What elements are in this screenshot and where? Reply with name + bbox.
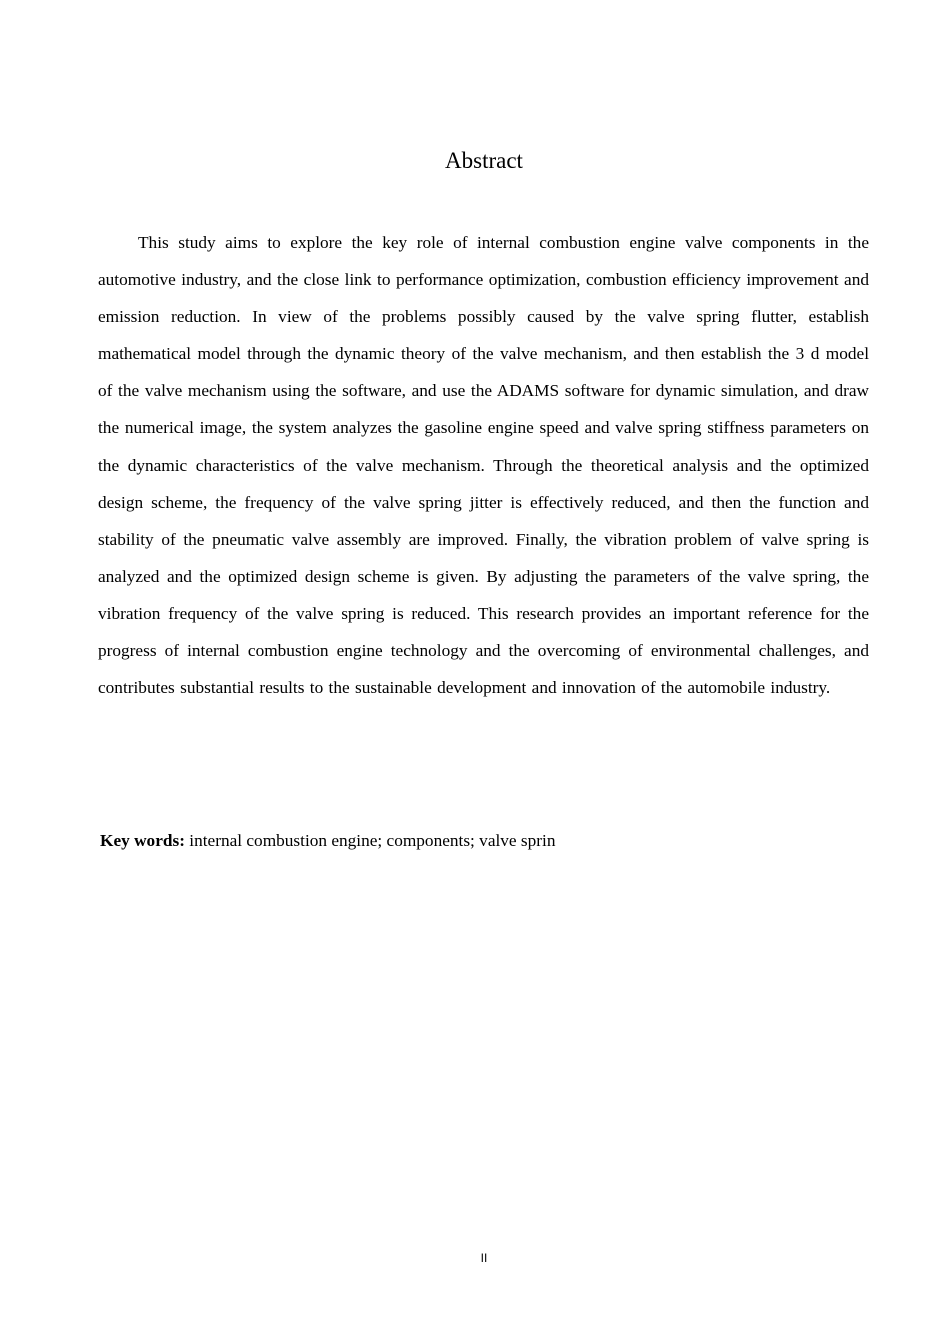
keywords-label: Key words: bbox=[100, 831, 185, 850]
abstract-body: This study aims to explore the key role of internal combustion engine valve components in the automotive industry, and the close link to performance optimization, combustion efficiency improvement and emission reduction. In view of the problems possibly caused by the valve spring flutter, establish mathematical model through the dynamic theory of the valve mechanism, and then establish the 3 d model of the valve mechanism using the software, and use the ADAMS software for dynamic simulation, and draw the numerical image, the system analyzes the gasoline engine speed and valve spring stiffness parameters on the dynamic characteristics of the valve mechanism. Through the theoretical analysis and the optimized design scheme, the frequency of the valve spring jitter is effectively reduced, and then the function and stability of the pneumatic valve assembly are improved. Finally, the vibration problem of valve spring is analyzed and the optimized design scheme is given. By adjusting the parameters of the valve spring, the vibration frequency of the valve spring is reduced. This research provides an important reference for the progress of internal combustion engine technology and the overcoming of environmental challenges, and contributes substantial results to the sustainable development and innovation of the automobile industry. bbox=[98, 233, 869, 698]
keywords-line bbox=[100, 826, 870, 856]
abstract-title: Abstract bbox=[445, 148, 523, 173]
keywords-text: internal combustion engine; components; valve sprin bbox=[184, 831, 556, 850]
page-number: II bbox=[480, 1251, 488, 1265]
